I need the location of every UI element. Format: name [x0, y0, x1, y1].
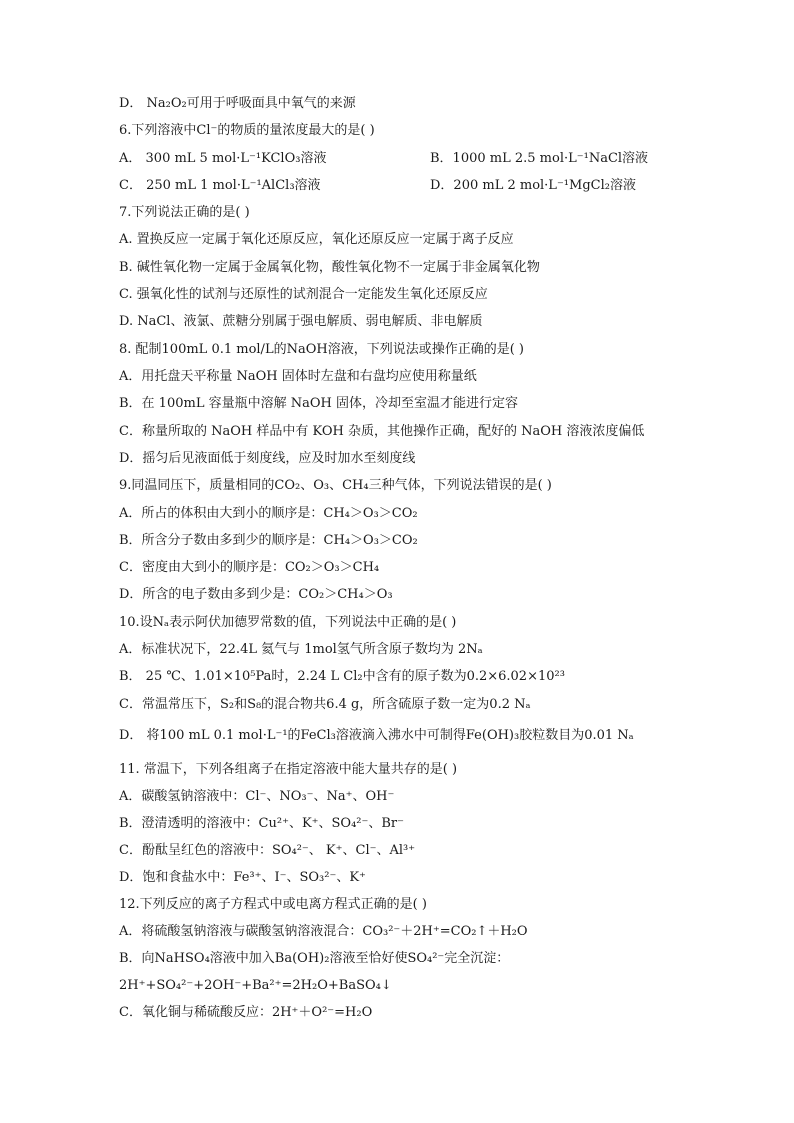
q12-option-b: B．向NaHSO₄溶液中加入Ba(OH)₂溶液至恰好使SO₄²⁻完全沉淀： [119, 951, 510, 966]
q9-option-c: C．密度由大到小的顺序是：CO₂＞O₃＞CH₄ [119, 560, 380, 575]
q8-option-d: D．摇匀后见液面低于刻度线，应及时加水至刻度线 [119, 451, 416, 466]
q8-stem: 8. 配制100mL 0.1 mol/L的NaOH溶液，下列说法或操作正确的是( ) [119, 342, 524, 357]
q11-stem: 11. 常温下，下列各组离子在指定溶液中能大量共存的是( ) [119, 762, 458, 777]
q7-option-b: B. 碱性氧化物一定属于金属氧化物，酸性氧化物不一定属于非金属氧化物 [119, 260, 540, 275]
q6-option-b: B．1000 mL 2.5 mol·L⁻¹NaCl溶液 [430, 151, 649, 166]
q10-option-b: B． 25 ℃、1.01×10⁵Pa时，2.24 L Cl₂中含有的原子数为0.2×6.02×10²³ [119, 669, 565, 684]
q11-option-c: C．酚酞呈红色的溶液中：SO₄²⁻、 K⁺、Cl⁻、Al³⁺ [119, 843, 416, 858]
q6-stem: 6.下列溶液中Cl⁻的物质的量浓度最大的是( ) [119, 123, 375, 138]
q12-option-b-equation: 2H⁺+SO₄²⁻+2OH⁻+Ba²⁺=2H₂O+BaSO₄↓ [119, 978, 392, 993]
q10-stem: 10.设Nₐ表示阿伏加德罗常数的值，下列说法中正确的是( ) [119, 615, 457, 630]
q6-option-d: D．200 mL 2 mol·L⁻¹MgCl₂溶液 [430, 178, 636, 193]
q8-option-b: B．在 100mL 容量瓶中溶解 NaOH 固体，冷却至室温才能进行定容 [119, 396, 518, 411]
q9-option-a: A．所占的体积由大到小的顺序是：CH₄＞O₃＞CO₂ [119, 506, 418, 521]
q7-option-c: C. 强氧化性的试剂与还原性的试剂混合一定能发生氧化还原反应 [119, 287, 488, 302]
q9-option-d: D．所含的电子数由多到少是：CO₂＞CH₄＞O₃ [119, 587, 393, 602]
q11-option-a: A．碳酸氢钠溶液中：Cl⁻、NO₃⁻、Na⁺、OH⁻ [119, 789, 395, 804]
q8-option-a: A．用托盘天平称量 NaOH 固体时左盘和右盘均应使用称量纸 [119, 369, 477, 384]
q11-option-b: B．澄清透明的溶液中：Cu²⁺、K⁺、SO₄²⁻、Br⁻ [119, 816, 404, 831]
q8-option-c: C．称量所取的 NaOH 样品中有 KOH 杂质，其他操作正确，配好的 NaOH 溶液浓度偏低 [119, 424, 645, 439]
q7-stem: 7.下列说法正确的是( ) [119, 205, 250, 220]
q10-option-a: A．标准状况下，22.4L 氦气与 1mol氢气所含原子数均为 2Nₐ [119, 642, 483, 657]
q7-option-a: A. 置换反应一定属于氧化还原反应，氧化还原反应一定属于离子反应 [119, 232, 514, 247]
q9-stem: 9.同温同压下，质量相同的CO₂、O₃、CH₄三种气体，下列说法错误的是( ) [119, 478, 552, 493]
q12-option-a: A．将硫酸氢钠溶液与碳酸氢钠溶液混合：CO₃²⁻＋2H⁺=CO₂↑＋H₂O [119, 924, 528, 939]
q6-option-c: C． 250 mL 1 mol·L⁻¹AlCl₃溶液 [119, 178, 321, 193]
q12-stem: 12.下列反应的离子方程式中或电离方程式正确的是( ) [119, 897, 427, 912]
q5-option-d: D． Na₂O₂可用于呼吸面具中氧气的来源 [119, 96, 356, 111]
q6-option-a: A． 300 mL 5 mol·L⁻¹KClO₃溶液 [119, 151, 327, 166]
q12-option-c: C．氧化铜与稀硫酸反应：2H⁺＋O²⁻=H₂O [119, 1005, 373, 1020]
q10-option-d: D． 将100 mL 0.1 mol·L⁻¹的FeCl₃溶液滴入沸水中可制得Fe(OH)₃胶粒数目为0.01 Nₐ [119, 728, 634, 743]
q11-option-d: D．饱和食盐水中：Fe³⁺、I⁻、SO₃²⁻、K⁺ [119, 870, 366, 885]
q10-option-c: C．常温常压下，S₂和S₈的混合物共6.4 g，所含硫原子数一定为0.2 Nₐ [119, 697, 531, 712]
q7-option-d: D. NaCl、液氯、蔗糖分别属于强电解质、弱电解质、非电解质 [119, 314, 483, 329]
q9-option-b: B．所含分子数由多到少的顺序是：CH₄＞O₃＞CO₂ [119, 533, 418, 548]
